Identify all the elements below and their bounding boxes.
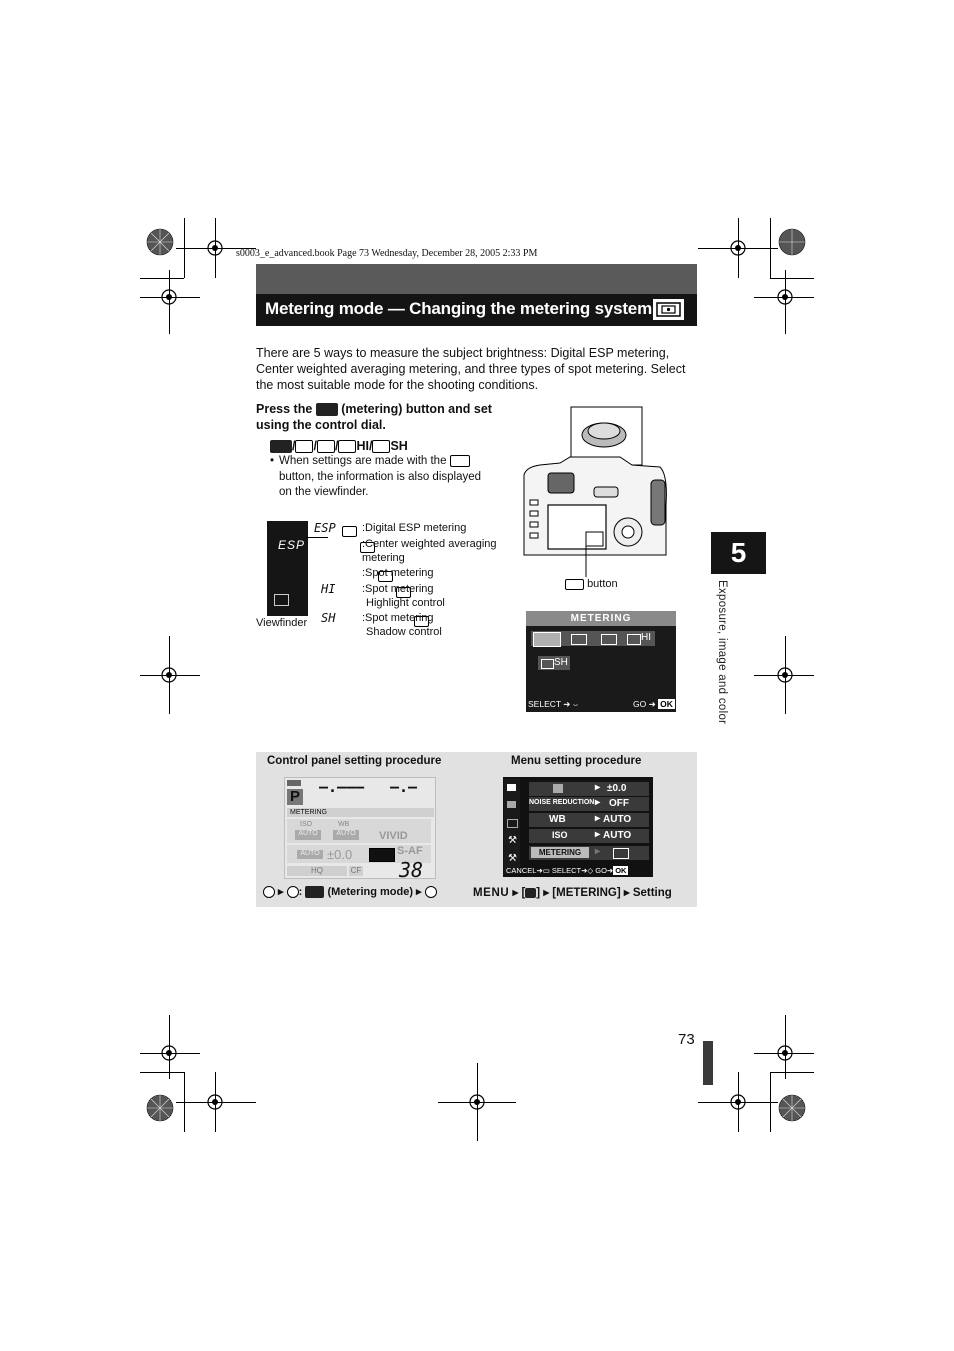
shots-remaining: 38 [399,858,424,882]
metering-icon [653,299,684,320]
legend-hi-code: HI [321,582,336,596]
wb-value: AUTO [333,830,359,840]
menu-label: MENU [473,887,510,899]
ok-button[interactable]: OK [615,866,627,875]
metering-button-icon [450,455,470,467]
metering-menu-label: METERING [531,847,589,858]
bracket-open: [ [521,887,526,899]
menu-tabs [504,779,520,874]
section-header-bar [256,264,697,294]
instruction-pre: Press the [256,402,313,416]
af-mode: S-AF [397,845,423,857]
metering-selected-icon [369,848,395,862]
menu-procedure-title: Menu setting procedure [511,755,642,767]
exp-value: ±0.0 [607,783,627,794]
quality-value: HQ [287,866,347,876]
mode-sequence [270,438,408,454]
camera-icon [525,888,536,898]
sh-label: SH [390,439,408,453]
ok-button-icon [263,886,275,898]
metering-label: METERING [287,808,434,817]
metering-icon [305,886,324,898]
bullet-post: button, the information is also displayed on the viewfinder. [279,470,482,498]
colon: : [298,886,303,898]
go-label: GO [595,866,607,875]
setting-step: Setting [632,887,672,899]
wb-label: WB [338,821,350,828]
option-sh-row[interactable] [538,656,570,670]
wb-menu-label: WB [549,814,566,825]
picture-mode: VIVID [379,830,408,842]
legend-esp-icon [342,526,357,537]
metering-step: [METERING] [552,887,621,899]
menu-row-iso[interactable]: ISO ▸ AUTO [529,829,649,843]
menu-row-exp[interactable]: ▸ ±0.0 [529,782,649,796]
setup-tab-1-icon[interactable]: ⚒ [508,835,517,846]
menu-go-hint: GO ➜ OK [633,699,673,709]
viewfinder-label: Viewfinder [256,617,308,629]
go-label: GO [633,699,647,709]
shutter-value: –.––– [319,778,365,796]
option-sh-label: SH [554,657,568,668]
ok-button-icon [425,886,437,898]
aperture-value: –.– [390,778,418,796]
mode-legend [314,521,504,641]
noise-value: OFF [609,798,629,809]
metering-button-icon [316,403,338,416]
cancel-label: CANCEL [506,866,537,875]
noise-label: NOISE REDUCTION [529,799,595,806]
sep: / [292,439,296,453]
control-panel-title: Control panel setting procedure [267,755,442,767]
option-center-weighted[interactable] [571,634,587,645]
settings-row [287,819,431,843]
sep: / [368,439,373,453]
viewfinder-display [267,521,308,616]
mode-indicator: P [287,789,303,805]
spot-sh-icon [372,440,390,453]
select-label: SELECT [528,699,561,709]
iso-menu-label: ISO [552,830,568,840]
spot-icon [317,440,335,453]
menu-row-noise[interactable]: NOISE REDUCTION ▸ OFF [529,797,649,811]
menu-footer: CANCEL➜▭ SELECT➜◇ GO➜ OK [506,866,627,875]
menu-settings-display [503,777,653,877]
metering-mode-label: (Metering mode) [327,886,413,898]
bullet-pre: When settings are made with the [279,455,447,467]
select-label: SELECT [551,866,582,875]
option-esp[interactable] [533,632,561,647]
sep: / [334,439,339,453]
option-hi-label: HI [641,632,651,643]
menu-select-hint: SELECT ➜ ⌣ [528,699,579,709]
camera-tab-2-icon[interactable] [507,801,516,808]
exposure-comp: ±0.0 [327,847,353,862]
flash-value: AUTO [297,850,323,859]
bracket-close: ] [536,887,541,899]
viewfinder-metering-icon [274,594,289,606]
camera-caption-text: button [587,578,618,590]
setup-tab-2-icon[interactable]: ⚒ [508,853,517,864]
menu-options-row [531,631,655,646]
file-info: s0003_e_advanced.book Page 73 Wednesday, December 28, 2005 2:33 PM [236,248,538,259]
iso-menu-value: AUTO [603,830,632,841]
legend-hi-desc: :Spot metering [362,583,434,595]
camera-caption [565,577,618,592]
camera-tab-1-icon[interactable] [507,784,516,791]
menu-steps: MENU ▸ [ ] ▸ [METERING] ▸ Setting [473,887,672,899]
menu-heading: METERING [526,611,676,626]
exp-comp-icon [553,784,563,793]
page-title: Metering mode — Changing the metering system [265,299,652,318]
spot-hi-icon [338,440,356,453]
metering-menu-screen [526,611,676,712]
metering-menu-value-icon [613,848,629,859]
legend-sh-desc: :Spot metering [362,612,434,624]
option-spot-hi[interactable] [627,634,641,645]
camera-illustration [520,405,670,580]
control-panel-steps: ▸ : (Metering mode) ▸ [263,885,437,898]
iso-value: AUTO [295,830,321,840]
battery-icon [287,780,301,786]
wb-menu-value: AUTO [603,814,632,825]
page-edge-mark [703,1041,713,1085]
card-value: CF [350,866,362,875]
chapter-tab: 5 [711,532,766,574]
legend-sh-sub: Shadow control [366,626,442,638]
ok-button[interactable]: OK [660,699,673,709]
bullet-note: • When settings are made with the button, the information is also displayed on the viewfinder. [270,455,482,498]
control-panel-display [284,777,436,882]
metering-button-icon [565,579,584,590]
instruction [256,401,506,433]
hi-label: HI [356,439,369,453]
esp-metering-icon [270,440,292,453]
title-bar [256,294,697,326]
option-spot-sh [541,659,554,669]
intro-text: There are 5 ways to measure the subject brightness: Digital ESP metering, Center weighted averaging metering, and three types of spot metering. Select the most suitable mode for the shooting conditions. [256,346,686,392]
arrow-pad-icon [287,886,299,898]
instruction-post: (metering) button and set using the control dial. [256,402,492,432]
legend-sh-code: SH [321,611,336,625]
playback-tab-icon[interactable] [507,819,518,828]
sep: / [313,439,317,453]
legend-esp-desc: :Digital ESP metering [362,522,467,534]
legend-spot-desc: :Spot metering [362,567,434,579]
legend-esp-code: ESP [314,521,336,535]
menu-row-metering[interactable]: METERING ▸ [529,846,649,860]
center-weighted-icon [295,440,313,453]
viewfinder-esp: ESP [278,538,306,552]
iso-label: ISO [300,821,313,828]
side-text: Exposure, image and color [716,580,728,725]
page-number: 73 [678,1031,695,1048]
menu-row-wb[interactable]: WB ▸ AUTO [529,813,649,827]
option-spot[interactable] [601,634,617,645]
legend-center-desc: :Center weighted averaging metering [362,538,497,564]
legend-hi-sub: Highlight control [366,597,445,609]
